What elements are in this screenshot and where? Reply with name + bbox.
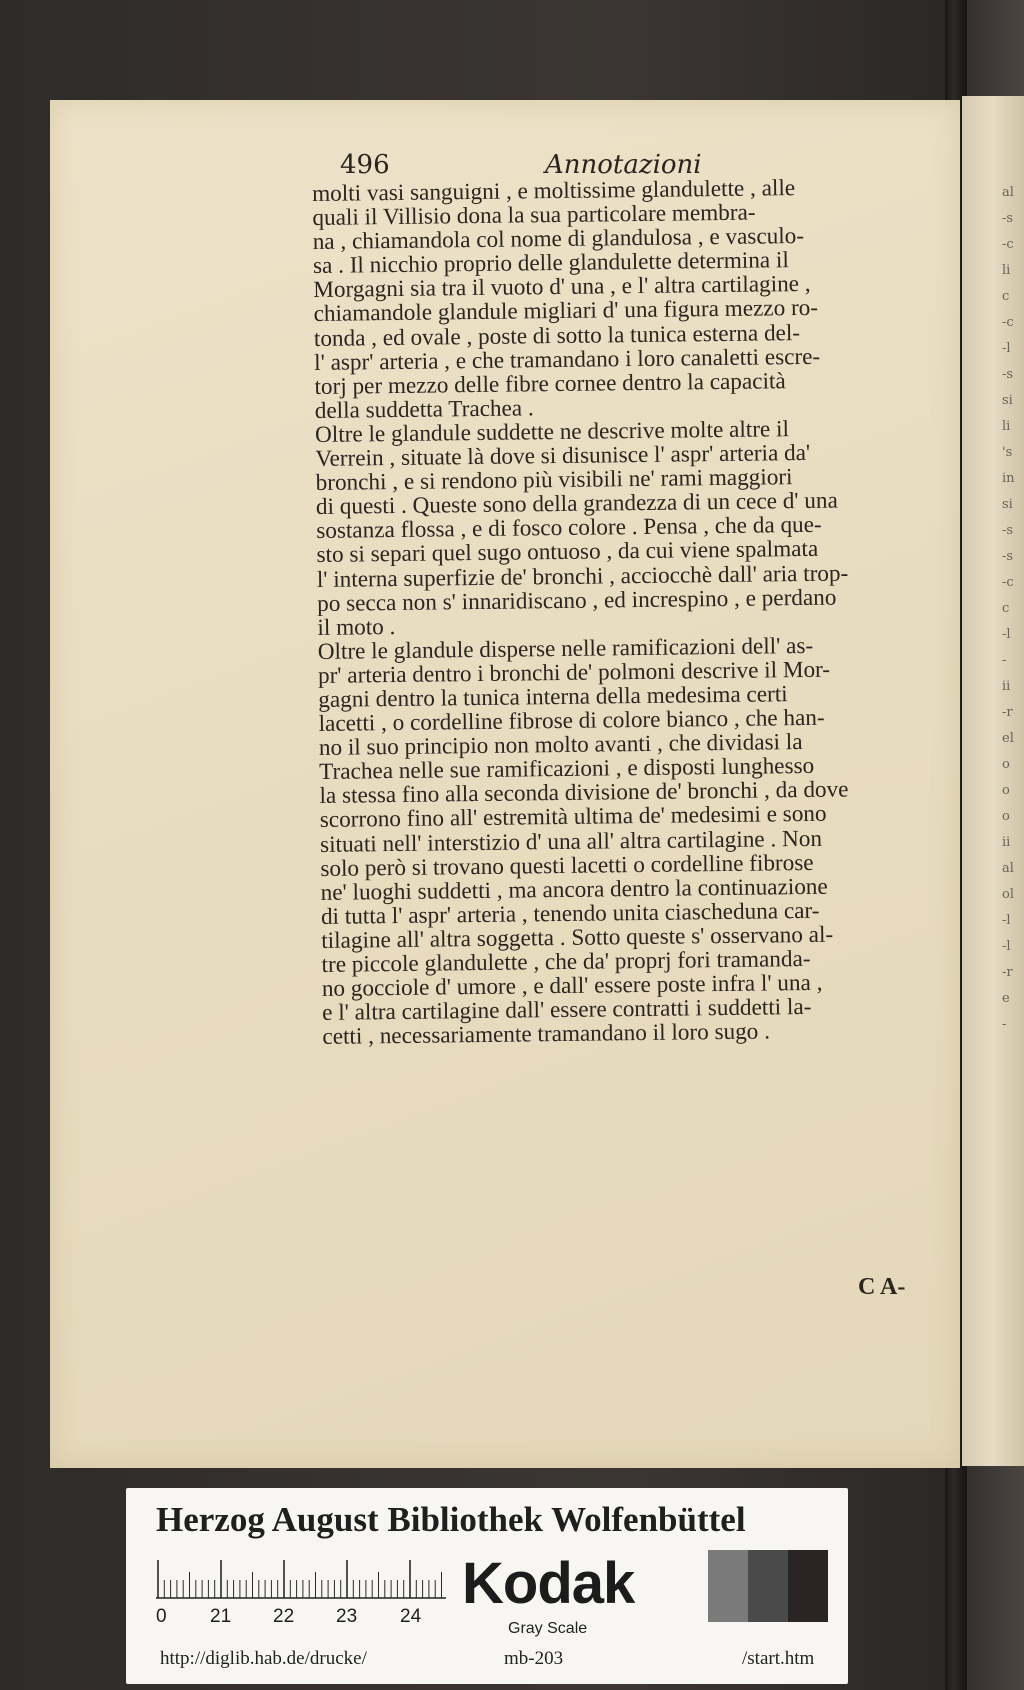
adjacent-text-fragment: 's <box>1002 445 1013 460</box>
text-line: sa . Il nicchio proprio delle glandulette determina il <box>312 247 789 280</box>
adjacent-text-fragment: al <box>1002 185 1014 200</box>
gray-patch <box>708 1550 748 1622</box>
adjacent-text-fragment: ii <box>1002 679 1011 694</box>
adjacent-text-fragment: -c <box>1002 575 1014 590</box>
text-line: tre piccole glandulette , che da' proprj fori tramanda- <box>321 945 811 978</box>
text-line: chiamandole glandule migliari d' una figura mezzo ro- <box>313 295 819 328</box>
adjacent-text-fragment: o <box>1002 809 1010 824</box>
adjacent-text-fragment: -c <box>1002 315 1014 330</box>
adjacent-text-fragment: e <box>1002 991 1010 1006</box>
ruler-label: 0 <box>156 1606 167 1627</box>
text-line: Oltre le glandule suddette ne descrive molte altre il <box>314 416 790 448</box>
adjacent-text-fragment: si <box>1002 497 1013 512</box>
adjacent-text-fragment: -c <box>1002 237 1014 252</box>
adjacent-text-fragment: ol <box>1002 887 1014 902</box>
adjacent-text-fragment: -r <box>1002 705 1013 720</box>
adjacent-text-fragment: - <box>1002 1017 1007 1032</box>
text-line: molti vasi sanguigni , e moltissime glandulette , alle <box>311 175 796 207</box>
text-line: il moto . <box>317 613 396 641</box>
text-line: lacetti , o cordelline fibrose di colore bianco , che han- <box>318 704 825 738</box>
gray-scale-label: Gray Scale <box>508 1620 588 1637</box>
gray-scale-patches <box>708 1550 828 1622</box>
text-line: e l' altra cartilagine dall' essere contratti i suddetti la- <box>321 994 812 1027</box>
running-head-title: Annotazioni <box>545 150 702 180</box>
text-line: Oltre le glandule disperse nelle ramificazioni dell' as- <box>317 632 814 665</box>
text-line: di tutta l' aspr' arteria , tenendo unita ciascheduna car- <box>320 897 820 930</box>
text-line: cetti , necessariamente tramandano il loro sugo . <box>322 1018 771 1051</box>
library-target-card <box>126 1488 848 1684</box>
library-name: Herzog August Bibliothek Wolfenbüttel <box>156 1500 746 1539</box>
adjacent-text-fragment: el <box>1002 731 1014 746</box>
text-line: no il suo principio non molto avanti , che dividasi la <box>318 729 803 762</box>
text-line: no gocciole d' umore , e dall' essere poste infra l' una , <box>321 969 823 1003</box>
adjacent-text-fragment: si <box>1002 393 1013 408</box>
text-line: tonda , ed ovale , poste di sotto la tunica esterna del- <box>313 319 801 352</box>
text-line: gagni dentro la tunica interna della medesima certi <box>318 681 788 713</box>
adjacent-text-fragment: -l <box>1002 627 1011 642</box>
adjacent-text-fragment: -l <box>1002 939 1011 954</box>
text-line: bronchi , e si rendono più visibili ne' rami maggiori <box>315 464 793 497</box>
adjacent-text-fragment: -l <box>1002 341 1011 356</box>
gray-patch <box>788 1550 828 1622</box>
adjacent-text-fragment: -l <box>1002 913 1011 928</box>
text-line: l' aspr' arteria , e che tramandano i loro canaletti escre- <box>314 343 821 376</box>
kodak-logo: Kodak <box>462 1551 635 1616</box>
text-line: ne' luoghi suddetti , ma ancora dentro la continuazione <box>320 873 828 906</box>
ruler-scale <box>156 1558 446 1600</box>
adjacent-text-fragment: -s <box>1002 523 1014 538</box>
catchword: C A- <box>858 1274 906 1300</box>
text-line: situati nell' interstizio d' una all' altra cartilagine . Non <box>319 825 823 858</box>
adjacent-text-fragment: c <box>1002 601 1010 616</box>
adjacent-text-fragment: al <box>1002 861 1014 876</box>
text-line: na , chiamandola col nome di glandulosa , e vasculo- <box>312 223 805 256</box>
gray-patch <box>748 1550 788 1622</box>
text-line: sto si separi quel sugo ontuoso , da cui viene spalmata <box>316 536 819 569</box>
text-line: solo però si trovano questi lacetti o cordelline fibrose <box>320 849 814 882</box>
adjacent-text-fragment: c <box>1002 289 1010 304</box>
ruler-label: 22 <box>273 1606 295 1627</box>
ruler-label: 21 <box>210 1606 232 1627</box>
text-line: sostanza flossa , e di fosco colore . Pensa , che da que- <box>316 512 822 545</box>
ruler-labels <box>156 1606 456 1632</box>
text-line: la stessa fino alla seconda divisione de' bronchi , da dove <box>319 776 849 810</box>
adjacent-text-fragment: o <box>1002 757 1010 772</box>
text-line: quali il Villisio dona la sua particolare membra- <box>312 199 756 232</box>
text-line: po secca non s' innaridiscano , ed increspino , e perdano <box>316 584 837 617</box>
text-line: Morgagni sia tra il vuoto d' una , e l' altra cartilagine , <box>313 271 811 304</box>
url-right[interactable]: /start.htm <box>742 1648 815 1669</box>
adjacent-text-fragment: li <box>1002 419 1011 434</box>
text-line: scorrono fino all' estremità ultima de' medesimi e sono <box>319 801 827 834</box>
text-line: pr' arteria dentro i bronchi de' polmoni descrive il Mor- <box>317 656 831 689</box>
text-line: torj per mezzo delle fibre cornee dentro la capacità <box>314 367 786 400</box>
text-line: Verrein , situate là dove si disunisce l' aspr' arteria da' <box>315 439 811 473</box>
adjacent-text-fragment: in <box>1002 471 1015 486</box>
adjacent-text-fragment: -s <box>1002 549 1014 564</box>
text-line: l' interna superfizie de' bronchi , acciocchè dall' aria trop- <box>316 559 849 593</box>
page-number: 496 <box>340 150 390 180</box>
adjacent-text-fragment: -s <box>1002 367 1014 382</box>
adjacent-text-fragment: ii <box>1002 835 1011 850</box>
adjacent-text-fragment: -s <box>1002 211 1014 226</box>
text-line: di questi . Queste sono della grandezza di un cece d' una <box>315 487 838 521</box>
page-body-text <box>312 175 931 1050</box>
adjacent-page-edge <box>962 96 1024 1466</box>
adjacent-text-fragment: li <box>1002 263 1011 278</box>
adjacent-text-fragment: - <box>1002 653 1007 668</box>
adjacent-text-fragment: o <box>1002 783 1010 798</box>
text-line: tilagine all' altra soggetta . Sotto queste s' osservano al- <box>321 921 834 954</box>
url-left[interactable]: http://diglib.hab.de/drucke/ <box>160 1648 367 1669</box>
text-line: Trachea nelle sue ramificazioni , e disposti lunghesso <box>319 753 815 786</box>
ruler-label: 23 <box>336 1606 358 1627</box>
ruler-label: 24 <box>400 1606 422 1627</box>
url-middle: mb-203 <box>504 1648 564 1669</box>
adjacent-text-fragment: -r <box>1002 965 1013 980</box>
text-line: della suddetta Trachea . <box>314 395 534 424</box>
